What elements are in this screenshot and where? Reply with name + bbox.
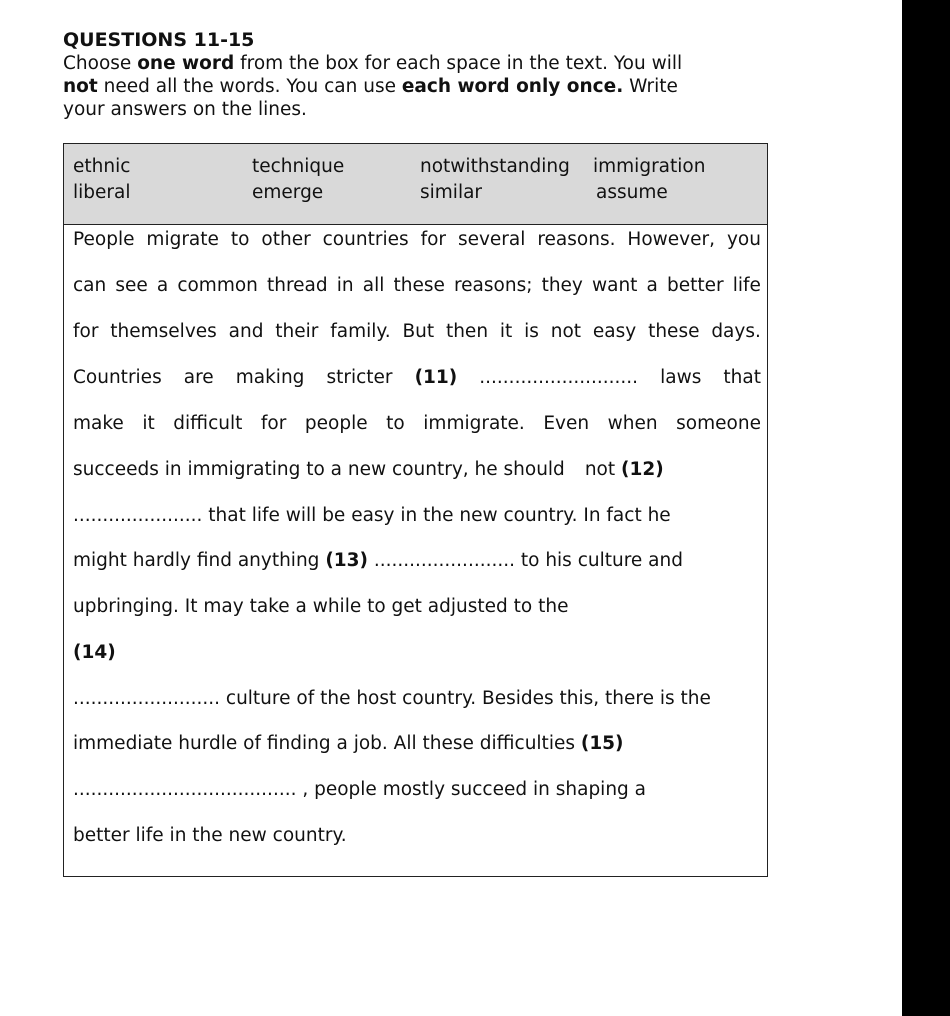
word-bank — [64, 144, 767, 225]
passage-line-9: upbringing. It may take a while to get adjusted to the — [73, 596, 569, 617]
word-immigration: immigration — [593, 156, 706, 177]
passage-line-1: People migrate to other countries for several reasons. However, you — [73, 229, 761, 250]
questions-heading: QUESTIONS 11-15 — [63, 29, 255, 51]
word-liberal: liberal — [73, 182, 131, 203]
word-notwithstanding: notwithstanding — [420, 156, 570, 177]
word-emerge: emerge — [252, 182, 324, 203]
right-edge-bar — [902, 0, 950, 1016]
answer-blank-15[interactable]: ...................................... — [73, 779, 297, 800]
passage-line-6: succeeds in immigrating to a new country, he should not (12) — [73, 459, 664, 480]
word-ethnic: ethnic — [73, 156, 131, 177]
answer-blank-12[interactable]: ...................... — [73, 505, 203, 526]
question-number-11: (11) — [414, 367, 458, 388]
word-technique: technique — [252, 156, 345, 177]
passage-line-2: can see a common thread in all these reasons; they want a better life — [73, 275, 761, 296]
question-number-14: (14) — [73, 642, 116, 663]
passage-line-11: ......................... culture of the host country. Besides this, there is the — [73, 688, 711, 709]
word-similar: similar — [420, 182, 483, 203]
passage-line-13: ...................................... , people mostly succeed in shaping a — [73, 779, 647, 800]
passage-line-14: better life in the new country. — [73, 825, 347, 846]
passage-line-8: might hardly find anything (13) ........................ to his culture and — [73, 550, 683, 571]
passage-line-5: make it difficult for people to immigrate. Even when someone — [73, 413, 761, 434]
answer-blank-14[interactable]: ......................... — [73, 688, 221, 709]
question-number-13: (13) — [325, 550, 368, 571]
instructions: Choose one word from the box for each space in the text. You will not need all the words. You can use each word only once. Write your answers on the lines. — [63, 53, 683, 120]
passage-line-10 — [73, 641, 116, 665]
passage-line-4: Countries are making stricter (11) ........................... laws that — [73, 367, 761, 388]
question-number-15: (15) — [580, 733, 624, 754]
answer-blank-11[interactable]: ........................... — [479, 367, 639, 388]
passage-line-12: immediate hurdle of finding a job. All these difficulties (15) — [73, 733, 624, 754]
question-number-12: (12) — [621, 459, 664, 480]
passage-line-7: ...................... that life will be easy in the new country. In fact he — [73, 505, 671, 526]
answer-blank-13[interactable]: ........................ — [367, 550, 515, 571]
passage-line-3: for themselves and their family. But then it is not easy these days. — [73, 321, 761, 342]
exercise-box — [63, 143, 768, 877]
word-assume: assume — [596, 182, 668, 203]
